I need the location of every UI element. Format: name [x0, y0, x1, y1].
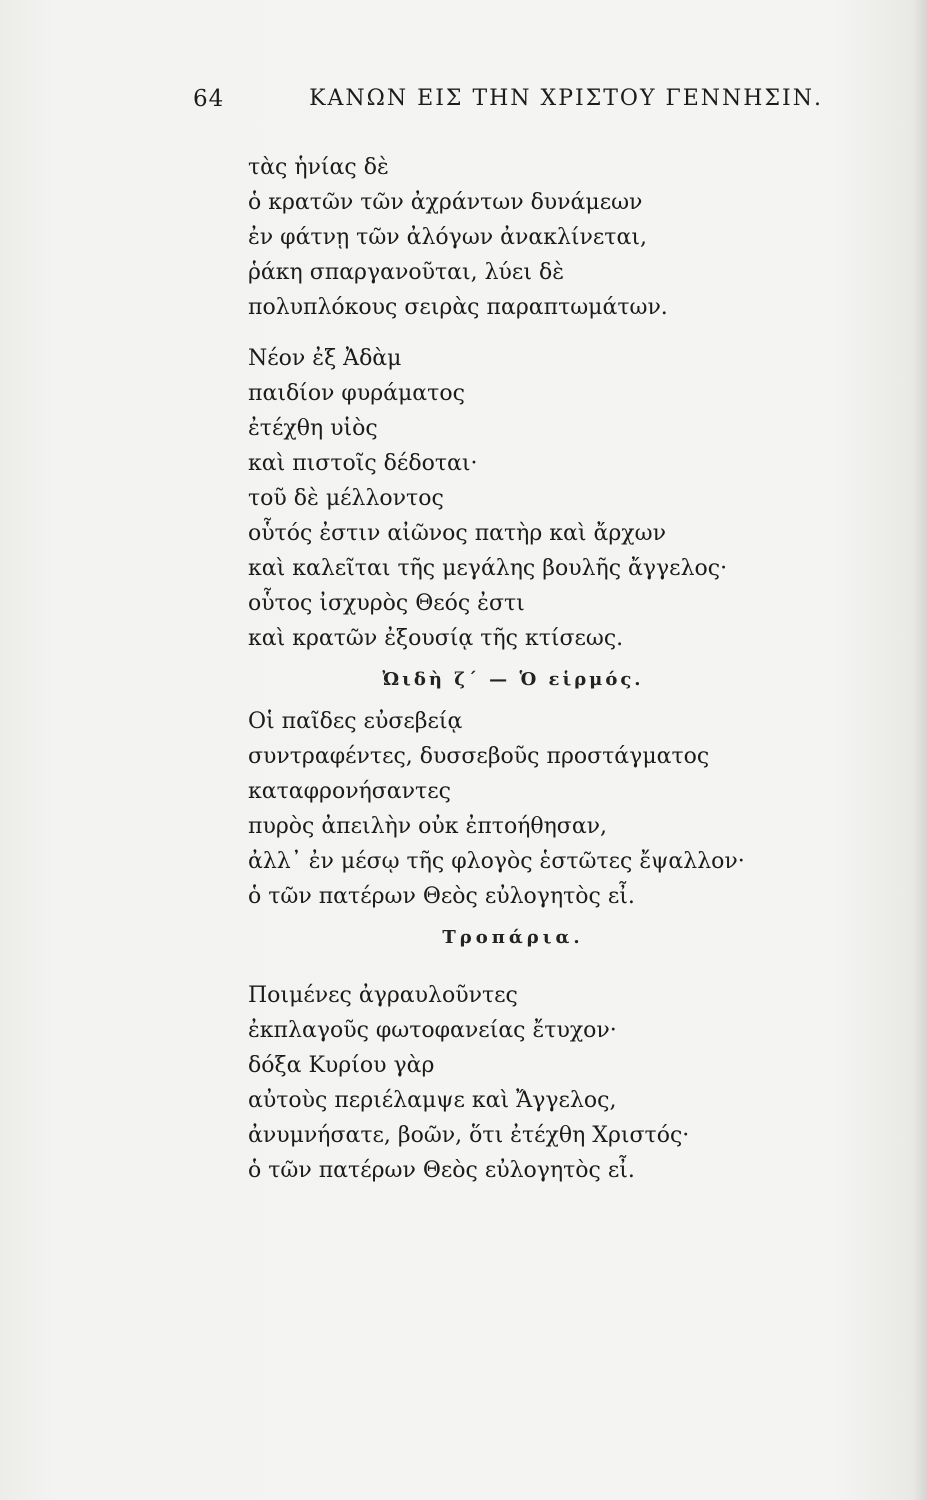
stanza-3 — [248, 704, 858, 914]
verse-line: καὶ καλεῖται τῆς μεγάλης βουλῆς ἄγγελος· — [248, 556, 728, 581]
verse-line: ὁ τῶν πατέρων Θεὸς εὐλογητὸς εἶ. — [248, 884, 635, 909]
running-head — [193, 86, 823, 112]
verse-line: οὗτός ἐστιν αἰῶνος πατὴρ καὶ ἄρχων — [248, 521, 666, 546]
running-title: ΚΑΝΩΝ ΕΙΣ ΤΗΝ ΧΡΙΣΤΟΥ ΓΕΝΝΗΣΙΝ. — [309, 86, 823, 111]
verse-line: ὁ τῶν πατέρων Θεὸς εὐλογητὸς εἶ. — [248, 1158, 635, 1183]
verse-line: τὰς ἡνίας δὲ — [248, 155, 389, 180]
verse-line: καὶ κρατῶν ἐξουσίᾳ τῆς κτίσεως. — [248, 626, 624, 651]
ode-heading: Ὠιδὴ ζ΄ — Ὁ εἱρμός. — [382, 669, 644, 690]
verse-line: ὁ κρατῶν τῶν ἀχράντων δυνάμεων — [248, 190, 643, 215]
verse-line: πυρὸς ἀπειλὴν οὐκ ἐπτοήθησαν, — [248, 814, 608, 839]
verse-line: Νέον ἐξ Ἀδὰμ — [248, 346, 402, 371]
verse-line: ῥάκη σπαργανοῦται, λύει δὲ — [248, 260, 565, 285]
verse-line: Ποιμένες ἀγραυλοῦντες — [248, 983, 518, 1008]
verse-line: οὗτος ἰσχυρὸς Θεός ἐστι — [248, 591, 525, 616]
verse-line: συντραφέντες, δυσσεβοῦς προστάγματος — [248, 744, 710, 769]
verse-line: ἐκπλαγοῦς φωτοφανείας ἔτυχον· — [248, 1018, 617, 1043]
verse-line: παιδίον φυράματος — [248, 381, 465, 406]
verse-line: ἀνυμνήσατε, βοῶν, ὅτι ἐτέχθη Χριστός· — [248, 1123, 690, 1148]
verse-line: καὶ πιστοῖς δέδοται· — [248, 451, 478, 476]
stanza-1 — [248, 150, 858, 325]
verse-line: ἐτέχθη υἱὸς — [248, 416, 378, 441]
stanza-4 — [248, 978, 858, 1188]
verse-line: τοῦ δὲ μέλλοντος — [248, 486, 444, 511]
main-text — [248, 150, 858, 1188]
verse-line: Οἱ παῖδες εὐσεβείᾳ — [248, 709, 463, 734]
verse-line: ἀλλ᾽ ἐν μέσῳ τῆς φλογὸς ἑστῶτες ἔψαλλον· — [248, 849, 745, 874]
page-number: 64 — [193, 86, 225, 112]
verse-line: ἐν φάτνῃ τῶν ἀλόγων ἀνακλίνεται, — [248, 225, 647, 250]
page-edge-shadow — [913, 0, 927, 1500]
stanza-2 — [248, 341, 858, 656]
troparia-heading: Τροπάρια. — [442, 927, 584, 948]
verse-line: πολυπλόκους σειρὰς παραπτωμάτων. — [248, 295, 668, 320]
verse-line: δόξα Κυρίου γὰρ — [248, 1053, 435, 1078]
verse-line: αὐτοὺς περιέλαμψε καὶ Ἄγγελος, — [248, 1088, 617, 1113]
verse-line: καταφρονήσαντες — [248, 779, 451, 804]
